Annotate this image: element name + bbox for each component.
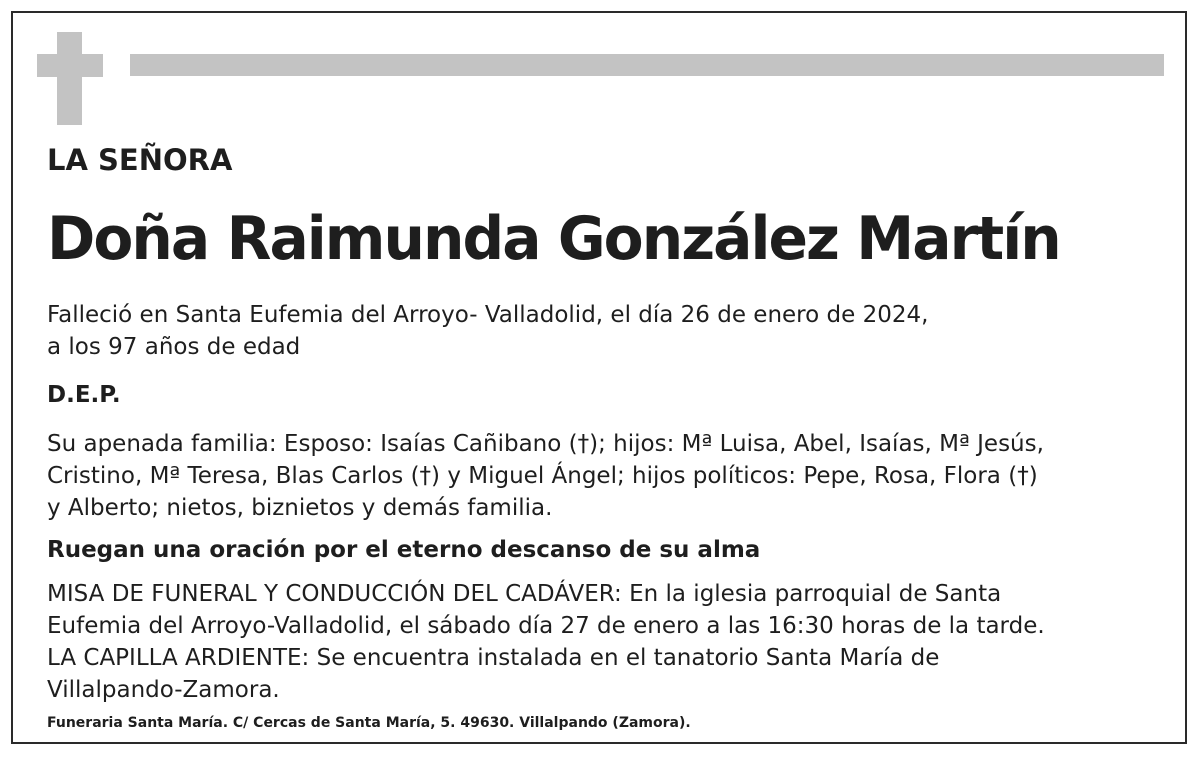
death-notice-line-2: a los 97 años de edad xyxy=(47,334,301,360)
family-line: y Alberto; nietos, biznietos y demás familia. xyxy=(47,495,553,521)
cross-horizontal-bar xyxy=(37,54,103,77)
title-label: LA SEÑORA xyxy=(47,143,233,177)
family-line: Su apenada familia: Esposo: Isaías Cañibano (†); hijos: Mª Luisa, Abel, Isaías, Mª Jesús, xyxy=(47,431,1044,457)
funeral-line: MISA DE FUNERAL Y CONDUCCIÓN DEL CADÁVER: En la iglesia parroquial de Santa xyxy=(47,581,1002,607)
deceased-name: Doña Raimunda González Martín xyxy=(47,204,1060,274)
cross-vertical-bar xyxy=(57,32,82,125)
dep-label: D.E.P. xyxy=(47,382,121,408)
family-paragraph xyxy=(47,428,1044,524)
funeral-line: LA CAPILLA ARDIENTE: Se encuentra instalada en el tanatorio Santa María de xyxy=(47,645,940,671)
funeral-line: Eufemia del Arroyo-Valladolid, el sábado día 27 de enero a las 16:30 horas de la tarde. xyxy=(47,613,1045,639)
header-rule xyxy=(130,54,1164,76)
funeral-home-footer: Funeraria Santa María. C/ Cercas de Santa María, 5. 49630. Villalpando (Zamora). xyxy=(47,715,691,731)
funeral-paragraph xyxy=(47,578,1045,706)
funeral-line: Villalpando-Zamora. xyxy=(47,677,280,703)
prayer-line: Ruegan una oración por el eterno descanso de su alma xyxy=(47,537,761,563)
death-notice-line-1: Falleció en Santa Eufemia del Arroyo- Valladolid, el día 26 de enero de 2024, xyxy=(47,302,929,328)
family-line: Cristino, Mª Teresa, Blas Carlos (†) y Miguel Ángel; hijos políticos: Pepe, Rosa, Flora (†) xyxy=(47,463,1038,489)
